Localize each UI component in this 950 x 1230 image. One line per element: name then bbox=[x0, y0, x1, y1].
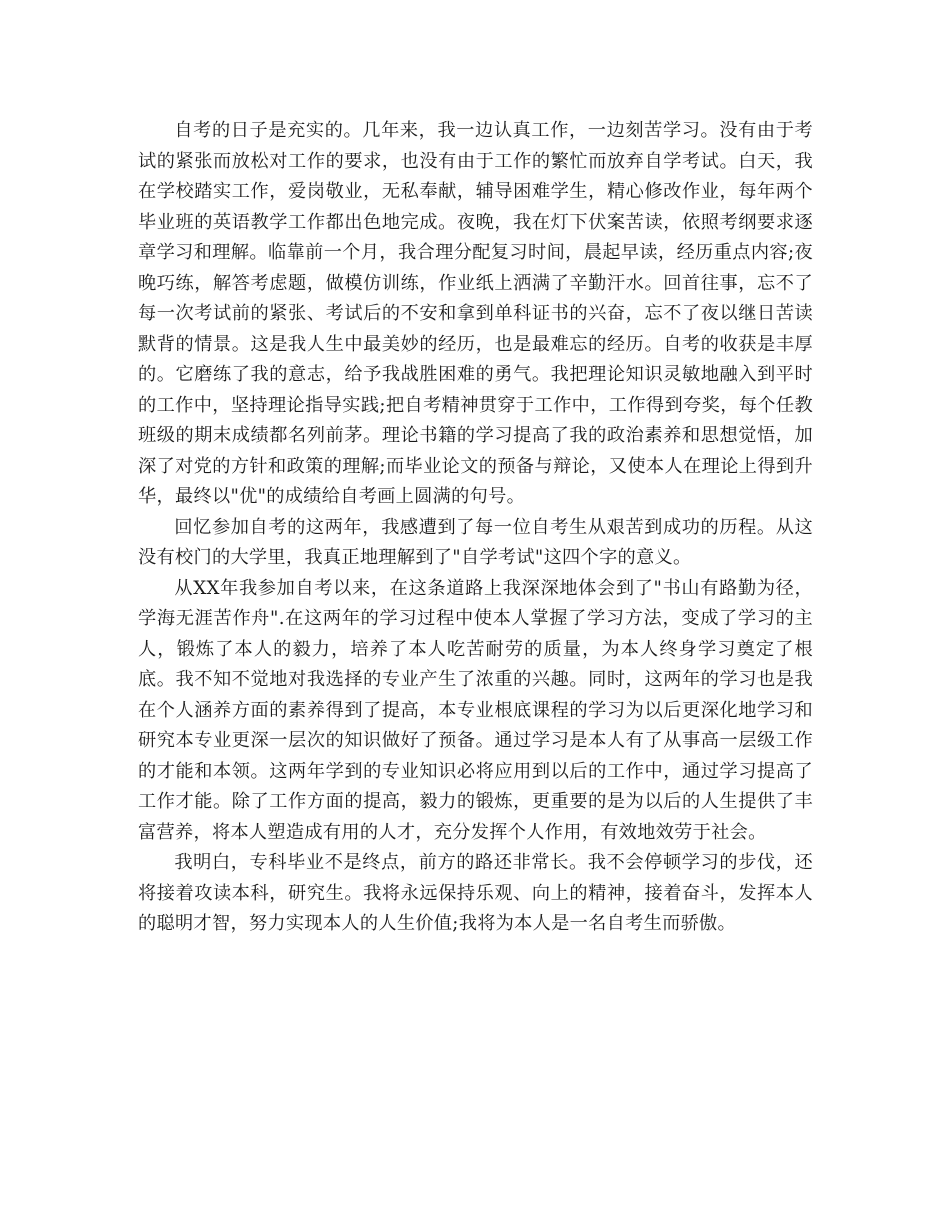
document-body bbox=[138, 116, 813, 940]
paragraph-2: 回忆参加自考的这两年，我感遭到了每一位自考生从艰苦到成功的历程。从这没有校门的大学里，我真正地理解到了"自学考试"这四个字的意义。 bbox=[138, 516, 813, 568]
paragraph-4: 我明白，专科毕业不是终点，前方的路还非常长。我不会停顿学习的步伐，还将接着攻读本科，研究生。我将永远保持乐观、向上的精神，接着奋斗，发挥本人的聪明才智，努力实现本人的人生价值;我将为本人是一名自考生而骄傲。 bbox=[138, 852, 813, 934]
paragraph-1: 自考的日子是充实的。几年来，我一边认真工作，一边刻苦学习。没有由于考试的紧张而放松对工作的要求，也没有由于工作的繁忙而放弃自学考试。白天，我在学校踏实工作，爱岗敬业，无私奉献，辅导困难学生，精心修改作业，每年两个毕业班的英语教学工作都出色地完成。夜晚，我在灯下伏案苦读，依照考纲要求逐章学习和理解。临靠前一个月，我合理分配复习时间，晨起早读，经历重点内容;夜晚巧练，解答考虑题，做模仿训练，作业纸上洒满了辛勤汗水。回首往事，忘不了每一次考试前的紧张、考试后的不安和拿到单科证书的兴奋，忘不了夜以继日苦读默背的情景。这是我人生中最美妙的经历，也是最难忘的经历。自考的收获是丰厚的。它磨练了我的意志，给予我战胜困难的勇气。我把理论知识灵敏地融入到平时的工作中，坚持理论指导实践;把自考精神贯穿于工作中，工作得到夸奖，每个任教班级的期末成绩都名列前茅。理论书籍的学习提高了我的政治素养和思想觉悟，加深了对党的方针和政策的理解;而毕业论文的预备与辩论，又使本人在理论上得到升华，最终以"优"的成绩给自考画上圆满的句号。 bbox=[138, 120, 813, 507]
paragraph-3: 从XX年我参加自考以来，在这条道路上我深深地体会到了"书山有路勤为径，学海无涯苦作舟".在这两年的学习过程中使本人掌握了学习方法，变成了学习的主人，锻炼了本人的毅力，培养了本人吃苦耐劳的质量，为本人终身学习奠定了根底。我不知不觉地对我选择的专业产生了浓重的兴趣。同时，这两年的学习也是我在个人涵养方面的素养得到了提高，本专业根底课程的学习为以后更深化地学习和研究本专业更深一层次的知识做好了预备。通过学习是本人有了从事高一层级工作的才能和本领。这两年学到的专业知识必将应用到以后的工作中，通过学习提高了工作才能。除了工作方面的提高，毅力的锻炼，更重要的是为以后的人生提供了丰富营养，将本人塑造成有用的人才，充分发挥个人作用，有效地效劳于社会。 bbox=[138, 577, 813, 843]
